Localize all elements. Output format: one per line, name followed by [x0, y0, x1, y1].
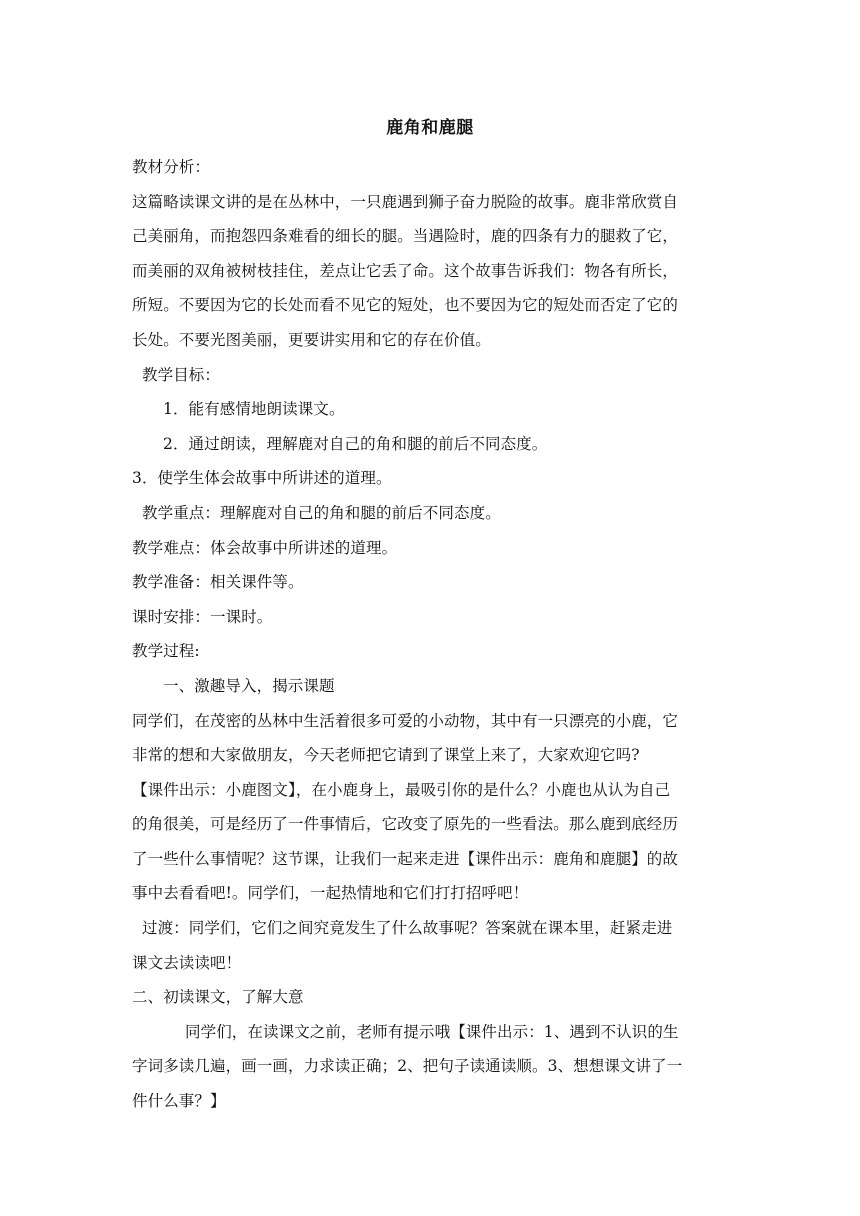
paragraph-line: 过渡：同学们，它们之间究竟发生了什么故事呢？答案就在课本里，赶紧走进 — [142, 919, 673, 938]
paragraph-line: 而美丽的双角被树枝挂住，差点让它丢了命。这个故事告诉我们：物各有所长， — [132, 261, 679, 280]
teaching-difficulty: 教学难点：体会故事中所讲述的道理。 — [132, 538, 398, 557]
paragraph-line: 了一些什么事情呢？这节课，让我们一起来走进【课件出示：鹿角和鹿腿】的故 — [132, 849, 679, 868]
section-heading-goals: 教学目标： — [142, 365, 221, 384]
document-body — [132, 150, 744, 1119]
paragraph-line: 己美丽角，而抱怨四条难看的细长的腿。当遇险时，鹿的四条有力的腿救了它， — [132, 227, 679, 246]
paragraph-line: 件什么事？】 — [132, 1092, 226, 1111]
paragraph-line: 事中去看看吧!。同学们，一起热情地和它们打打招呼吧！ — [132, 884, 529, 903]
section-heading-process: 教学过程: — [132, 642, 200, 661]
teaching-key-point: 教学重点：理解鹿对自己的角和腿的前后不同态度。 — [142, 503, 501, 522]
paragraph-line: 课文去读读吧！ — [132, 953, 242, 972]
goal-item: 2．通过朗读，理解鹿对自己的角和腿的前后不同态度。 — [163, 434, 548, 453]
teaching-preparation: 教学准备：相关课件等。 — [132, 573, 304, 592]
paragraph-line: 【课件出示：小鹿图文】，在小鹿身上，最吸引你的是什么？小鹿也从认为自己 — [132, 780, 671, 799]
paragraph-line: 同学们，在茂密的丛林中生活着很多可爱的小动物，其中有一只漂亮的小鹿，它 — [132, 711, 679, 730]
paragraph-line: 字词多读几遍，画一画，力求读正确；2、把句子读通读顺。3、想想课文讲了一 — [132, 1057, 683, 1076]
paragraph-line: 长处。不要光图美丽，更要讲实用和它的存在价值。 — [132, 330, 491, 349]
paragraph-line: 同学们，在读课文之前，老师有提示哦【课件出示：1、遇到不认识的生 — [185, 1022, 679, 1041]
document-title: 鹿角和鹿腿 — [386, 118, 474, 138]
class-schedule: 课时安排：一课时。 — [132, 607, 273, 626]
paragraph-line: 的角很美，可是经历了一件事情后，它改变了原先的一些看法。那么鹿到底经历 — [132, 815, 679, 834]
step-heading: 二、初读课文，了解大意 — [132, 988, 304, 1007]
paragraph-line: 所短。不要因为它的长处而看不见它的短处，也不要因为它的短处而否定了它的 — [132, 296, 679, 315]
goal-item: 1．能有感情地朗读课文。 — [163, 400, 345, 419]
step-heading: 一、激趣导入，揭示课题 — [163, 676, 335, 695]
goal-item: 3．使学生体会故事中所讲述的道理。 — [132, 469, 392, 488]
paragraph-line: 这篇略读课文讲的是在丛林中，一只鹿遇到狮子奋力脱险的故事。鹿非常欣赏自 — [132, 192, 679, 211]
section-heading-materials: 教材分析： — [132, 158, 211, 176]
paragraph-line: 非常的想和大家做朋友，今天老师把它请到了课堂上来了，大家欢迎它吗? — [132, 746, 640, 765]
